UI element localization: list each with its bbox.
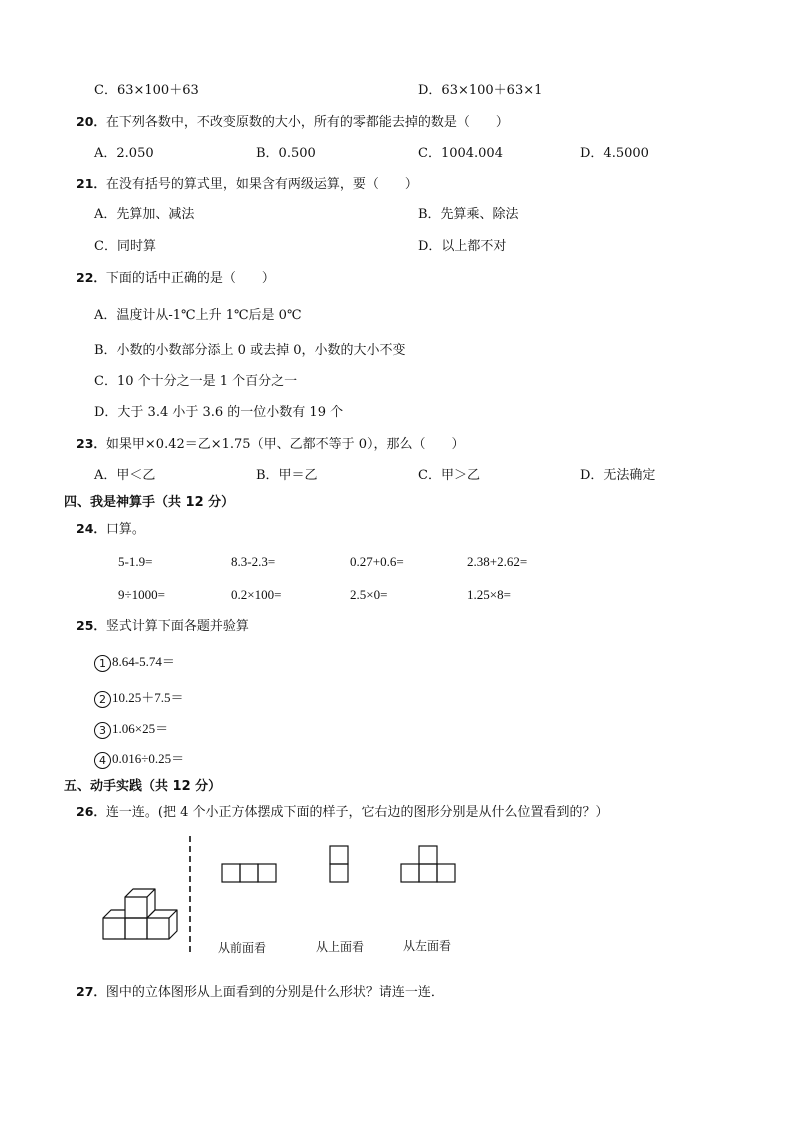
question-number: 27．	[76, 984, 106, 999]
q23-option-c[interactable]: C．甲＞乙	[418, 468, 480, 483]
circled-number: 2	[94, 691, 111, 708]
cube-stack-figure	[100, 880, 182, 942]
question-26	[76, 803, 609, 822]
mental-calc-item: 9÷1000=	[118, 587, 165, 602]
question-24	[76, 520, 145, 539]
q19-option-c[interactable]: C．63×100＋63	[94, 83, 199, 98]
section-5-title: 五、动手实践（共 12 分）	[64, 779, 222, 794]
question-number: 22．	[76, 270, 106, 285]
q22-option-b[interactable]: B．小数的小数部分添上 0 或去掉 0，小数的大小不变	[94, 343, 406, 358]
question-text: 图中的立体图形从上面看到的分别是什么形状？请连一连．	[105, 985, 444, 1000]
view-t-shape	[400, 845, 456, 883]
mental-calc-item: 0.27+0.6=	[350, 554, 404, 569]
question-text: 在下列各数中，不改变原数的大小，所有的零都能去掉的数是（ ）	[105, 115, 509, 130]
question-text: 在没有括号的算式里，如果含有两级运算，要（ ）	[105, 177, 418, 192]
vertical-calc-item-1: 1 8.64-5.74＝	[94, 653, 175, 672]
q20-option-d[interactable]: D．4.5000	[580, 146, 649, 161]
vertical-calc-item-4: 4 0.016÷0.25＝	[94, 750, 184, 769]
dashed-divider	[188, 836, 192, 954]
section-4-title: 四、我是神算手（共 12 分）	[64, 495, 235, 510]
question-text: 连一连。(把 4 个小正方体摆成下面的样子，它右边的图形分别是从什么位置看到的？）	[105, 805, 609, 820]
q22-option-a[interactable]: A．温度计从-1℃上升 1℃后是 0℃	[94, 308, 302, 323]
q22-option-c[interactable]: C．10 个十分之一是 1 个百分之一	[94, 374, 298, 389]
q23-option-b[interactable]: B．甲＝乙	[256, 468, 318, 483]
question-number: 24．	[76, 521, 106, 536]
view-label-left[interactable]: 从左面看	[403, 939, 452, 953]
q20-option-b[interactable]: B．0.500	[256, 146, 316, 161]
q23-option-a[interactable]: A．甲＜乙	[94, 468, 156, 483]
view-label-top[interactable]: 从上面看	[316, 940, 365, 954]
q21-option-c[interactable]: C．同时算	[94, 239, 156, 254]
q21-option-b[interactable]: B．先算乘、除法	[418, 207, 519, 222]
question-text: 如果甲×0.42＝乙×1.75（甲、乙都不等于 0），那么（ ）	[105, 437, 465, 452]
question-27	[76, 983, 444, 1002]
question-number: 21．	[76, 176, 106, 191]
q20-option-c[interactable]: C．1004.004	[418, 146, 503, 161]
vertical-calc-item-2: 2 10.25＋7.5＝	[94, 689, 184, 708]
question-text: 口算。	[105, 522, 145, 537]
mental-calc-item: 5-1.9=	[118, 554, 153, 569]
vertical-calc-item-3: 3 1.06×25＝	[94, 720, 168, 739]
question-number: 25．	[76, 618, 106, 633]
question-20	[76, 113, 509, 132]
q21-option-a[interactable]: A．先算加、减法	[94, 207, 195, 222]
question-number: 20．	[76, 114, 106, 129]
q23-option-d[interactable]: D．无法确定	[580, 468, 656, 483]
mental-calc-item: 8.3-2.3=	[231, 554, 276, 569]
question-text: 下面的话中正确的是（ ）	[105, 271, 275, 286]
question-number: 26．	[76, 804, 106, 819]
view-label-front[interactable]: 从前面看	[218, 941, 267, 955]
mental-calc-item: 0.2×100=	[231, 587, 282, 602]
q22-option-d[interactable]: D．大于 3.4 小于 3.6 的一位小数有 19 个	[94, 405, 344, 420]
question-22	[76, 269, 275, 288]
q19-option-d[interactable]: D．63×100＋63×1	[418, 83, 543, 98]
mental-calc-item: 2.38+2.62=	[467, 554, 528, 569]
view-three-squares-row	[221, 863, 277, 883]
circled-number: 4	[94, 752, 111, 769]
question-text: 竖式计算下面各题并验算	[105, 619, 249, 634]
q21-option-d[interactable]: D．以上都不对	[418, 239, 507, 254]
mental-calc-item: 2.5×0=	[350, 587, 388, 602]
mental-calc-item: 1.25×8=	[467, 587, 511, 602]
view-two-squares-column	[329, 845, 349, 883]
circled-number: 3	[94, 722, 111, 739]
circled-number: 1	[94, 655, 111, 672]
q20-option-a[interactable]: A．2.050	[94, 146, 154, 161]
question-21	[76, 175, 418, 194]
question-23	[76, 435, 465, 454]
question-25	[76, 617, 249, 636]
question-number: 23．	[76, 436, 106, 451]
